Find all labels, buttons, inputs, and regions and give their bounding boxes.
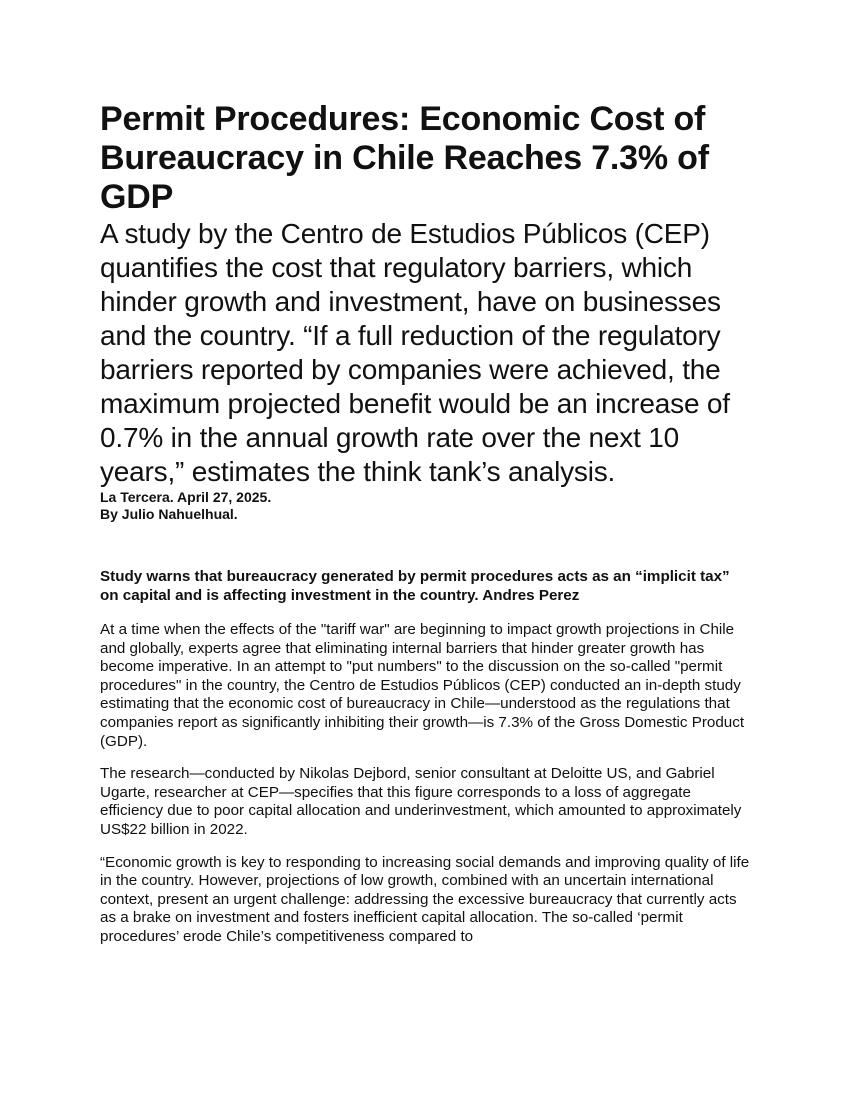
article-headline: Permit Procedures: Economic Cost of Bureaucracy in Chile Reaches 7.3% of GDP (100, 100, 709, 216)
article (100, 100, 752, 947)
body-paragraph-3: “Economic growth is key to responding to increasing social demands and improving quality of life in the country. However, projections of low growth, combined with an uncertain international context, present an urgent challenge: addressing the excessive bureaucracy that currently acts as a brake on investment and fosters inefficient capital allocation. The so-called ‘permit procedures’ erode Chile’s competitiveness compared to (100, 853, 750, 945)
photo-caption: Study warns that bureaucracy generated by permit procedures acts as an “implicit tax” on capital and is affecting investment in the country. Andres Perez (100, 568, 730, 604)
author-byline: By Julio Nahuelhual. (100, 506, 238, 522)
source-date: La Tercera. April 27, 2025. (100, 489, 272, 505)
article-subheadline: A study by the Centro de Estudios Públicos (CEP) quantifies the cost that regulatory barriers, which hinder growth and investment, have on businesses and the country. “If a full reduction of the regulatory barriers reported by companies were achieved, the maximum projected benefit would be an increase of 0.7% in the annual growth rate over the next 10 years,” estimates the think tank’s analysis. (100, 218, 730, 487)
body-paragraph-1: At a time when the effects of the "tariff war" are beginning to impact growth projections in Chile and globally, experts agree that eliminating internal barriers that hinder greater growth has become imperative. In an attempt to "put numbers" to the discussion on the so-called "permit procedures" in the country, the Centro de Estudios Públicos (CEP) conducted an in-depth study estimating that the economic cost of bureaucracy in Chile—understood as the regulations that companies report as significantly inhibiting their growth—is 7.3% of the Gross Domestic Product (GDP). (100, 621, 745, 750)
body-paragraph-2: The research—conducted by Nikolas Dejbord, senior consultant at Deloitte US, and Gabriel Ugarte, researcher at CEP—specifies that this figure corresponds to a loss of aggregate efficiency due to poor capital allocation and underinvestment, which amounted to approximately US$22 billion in 2022. (100, 765, 742, 838)
